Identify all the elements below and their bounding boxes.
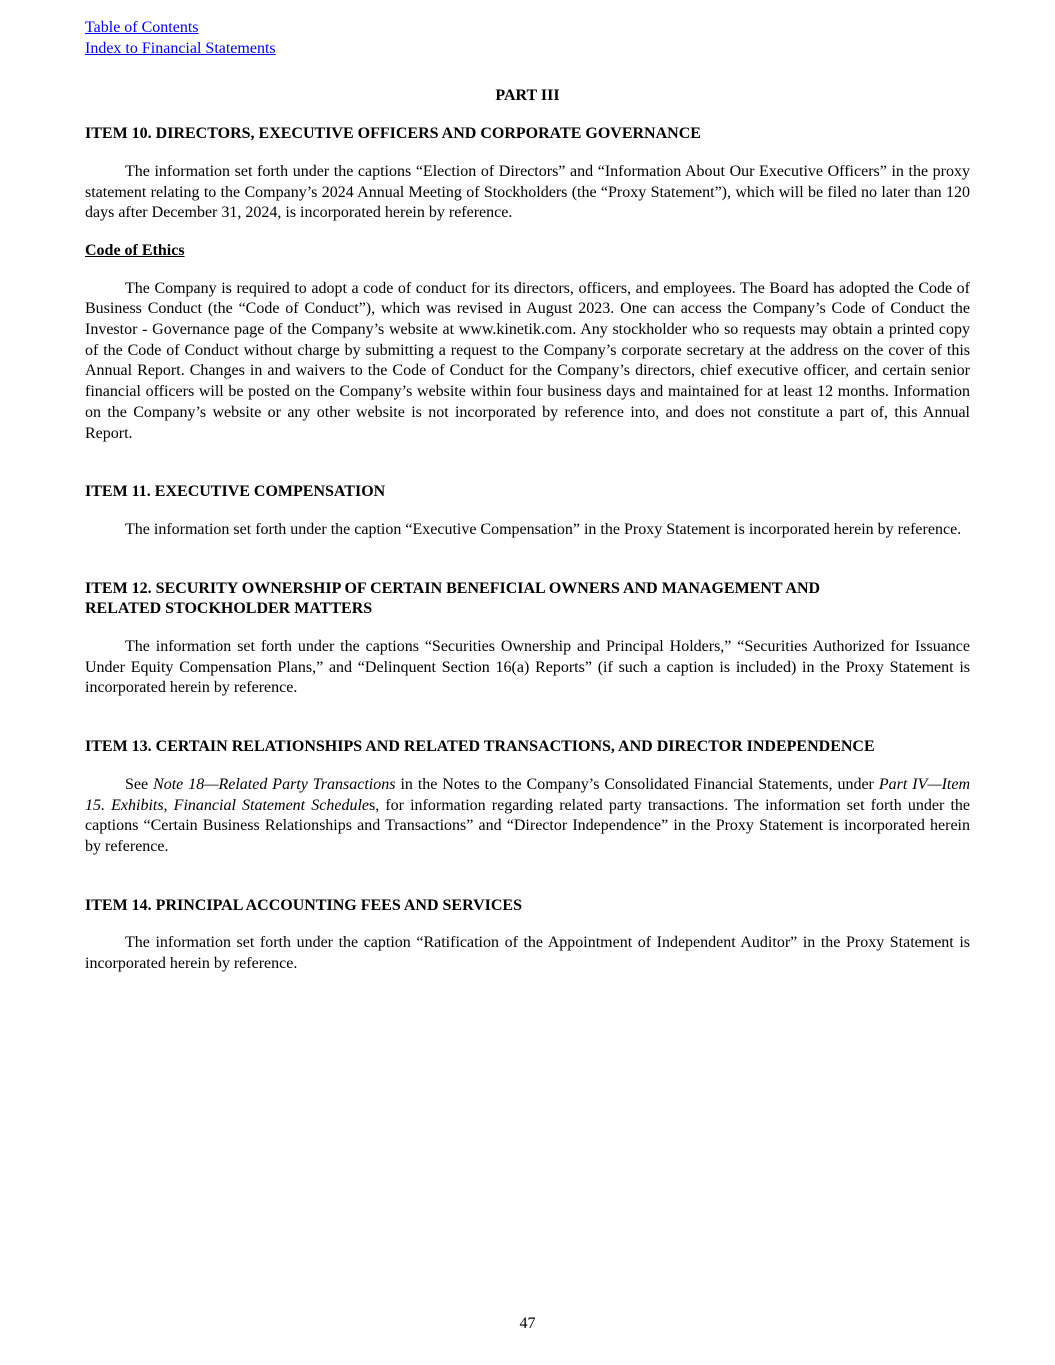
item11-paragraph: The information set forth under the caption “Executive Compensation” in the Proxy Statement is incorporated herein by reference.: [125, 520, 962, 538]
page-number: 47: [519, 1315, 536, 1332]
document-page: [85, 18, 970, 975]
item13-heading: ITEM 13. CERTAIN RELATIONSHIPS AND RELATED TRANSACTIONS, AND DIRECTOR INDEPENDENCE: [85, 738, 875, 756]
table-of-contents-link[interactable]: Table of Contents: [85, 19, 199, 36]
item13-paragraph: [85, 775, 970, 858]
item11-heading: ITEM 11. EXECUTIVE COMPENSATION: [85, 483, 386, 501]
item10-paragraph: The information set forth under the captions “Election of Directors” and “Information About Our Executive Officers” in the proxy statement relating to the Company’s 2024 Annual Meeting of Stockholders (the “Proxy Statement”), which will be filed no later than 120 days after December 31, 2024, is incorporated herein by reference.: [85, 162, 970, 222]
item12-heading: [85, 579, 970, 620]
item10-heading: ITEM 10. DIRECTORS, EXECUTIVE OFFICERS AND CORPORATE GOVERNANCE: [85, 125, 701, 143]
item13-part-reference: Part IV—Item 15. Exhibits, Financial Statement Schedule: [85, 775, 971, 814]
item14-paragraph: The information set forth under the caption “Ratification of the Appointment of Independent Auditor” in the Proxy Statement is incorporated herein by reference.: [85, 934, 970, 973]
item13-note-reference: Note 18—Related Party Transactions: [153, 775, 396, 793]
part-title: PART III: [495, 87, 560, 105]
item14-heading: ITEM 14. PRINCIPAL ACCOUNTING FEES AND SERVICES: [85, 896, 522, 914]
item13-text-rest: s, for information regarding related party transactions. The information set forth under the captions “Certain Business Relationships and Transactions” and “Director Independence” in the Proxy Statement is incorporated herein by reference.: [85, 796, 970, 855]
item12-heading-line1: ITEM 12. SECURITY OWNERSHIP OF CERTAIN BENEFICIAL OWNERS AND MANAGEMENT AND: [85, 579, 821, 597]
index-financial-statements-link[interactable]: Index to Financial Statements: [85, 39, 276, 57]
code-of-ethics-paragraph: The Company is required to adopt a code of conduct for its directors, officers, and employees. The Board has adopted the Code of Business Conduct (the “Code of Conduct”), which was revised in August 2023. One can access the Company’s Code of Conduct the Investor - Governance page of the Company’s website at www.kinetik.com. Any stockholder who so requests may obtain a printed copy of the Code of Conduct without charge by submitting a request to the Company’s corporate secretary at the address on the cover of this Annual Report. Changes in and waivers to the Code of Conduct for the Company’s directors, chief executive officer, and certain senior financial officers will be posted on the Company’s website within four business days and maintained for at least 12 months. Information on the Company’s website or any other website is not incorporated by reference into, and does not constitute a part of, this Annual Report.: [85, 279, 970, 442]
item12-paragraph: The information set forth under the captions “Securities Ownership and Principal Holders,” “Securities Authorized for Issuance Under Equity Compensation Plans,” and “Delinquent Section 16(a) Reports” (if such a caption is included) in the Proxy Statement is incorporated herein by reference.: [85, 638, 970, 697]
item13-text-see: See: [125, 775, 154, 793]
item12-heading-line2: RELATED STOCKHOLDER MATTERS: [85, 600, 373, 618]
item13-text-mid: in the Notes to the Company’s Consolidated Financial Statements, under: [395, 775, 879, 793]
code-of-ethics-heading: Code of Ethics: [85, 241, 185, 259]
